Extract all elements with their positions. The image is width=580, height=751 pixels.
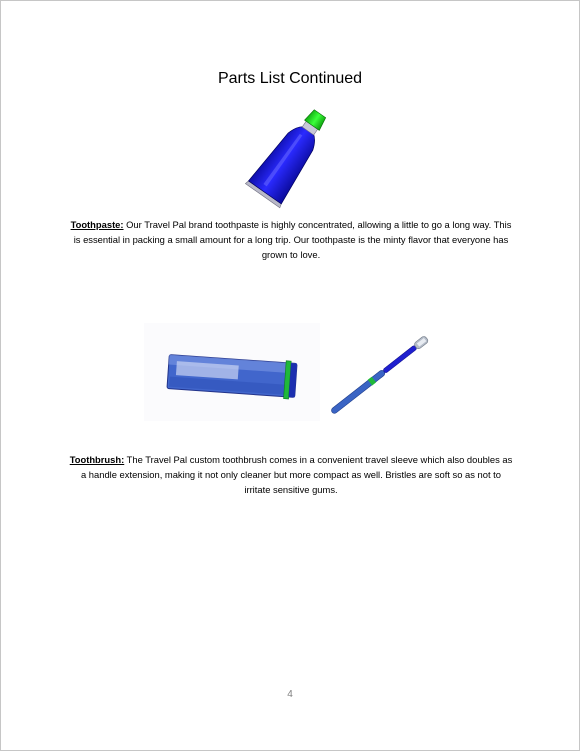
- toothpaste-tube-icon: [239, 102, 339, 212]
- toothbrush-sleeve-icon: [144, 323, 320, 421]
- toothbrush-term: Toothbrush:: [69, 454, 125, 465]
- toothbrush-text: The Travel Pal custom toothbrush comes in a convenient travel sleeve which also doubles as a handle extension, making it not only cleaner but more compact as well. Bristles are soft so as not to irritate sensitive gums.: [80, 454, 513, 495]
- page-title: Parts List Continued: [217, 70, 363, 87]
- toothbrush-icon: [326, 331, 436, 416]
- toothpaste-text: Our Travel Pal brand toothpaste is highly concentrated, allowing a little to go a long way. This is essential in packing a small amount for a long trip. Our toothpaste is the minty flavor that everyone has grown to love.: [73, 219, 512, 260]
- toothpaste-description: [67, 217, 515, 262]
- page-number: 4: [287, 689, 293, 700]
- toothbrush-description: [67, 452, 515, 497]
- toothpaste-term: Toothpaste:: [70, 219, 124, 230]
